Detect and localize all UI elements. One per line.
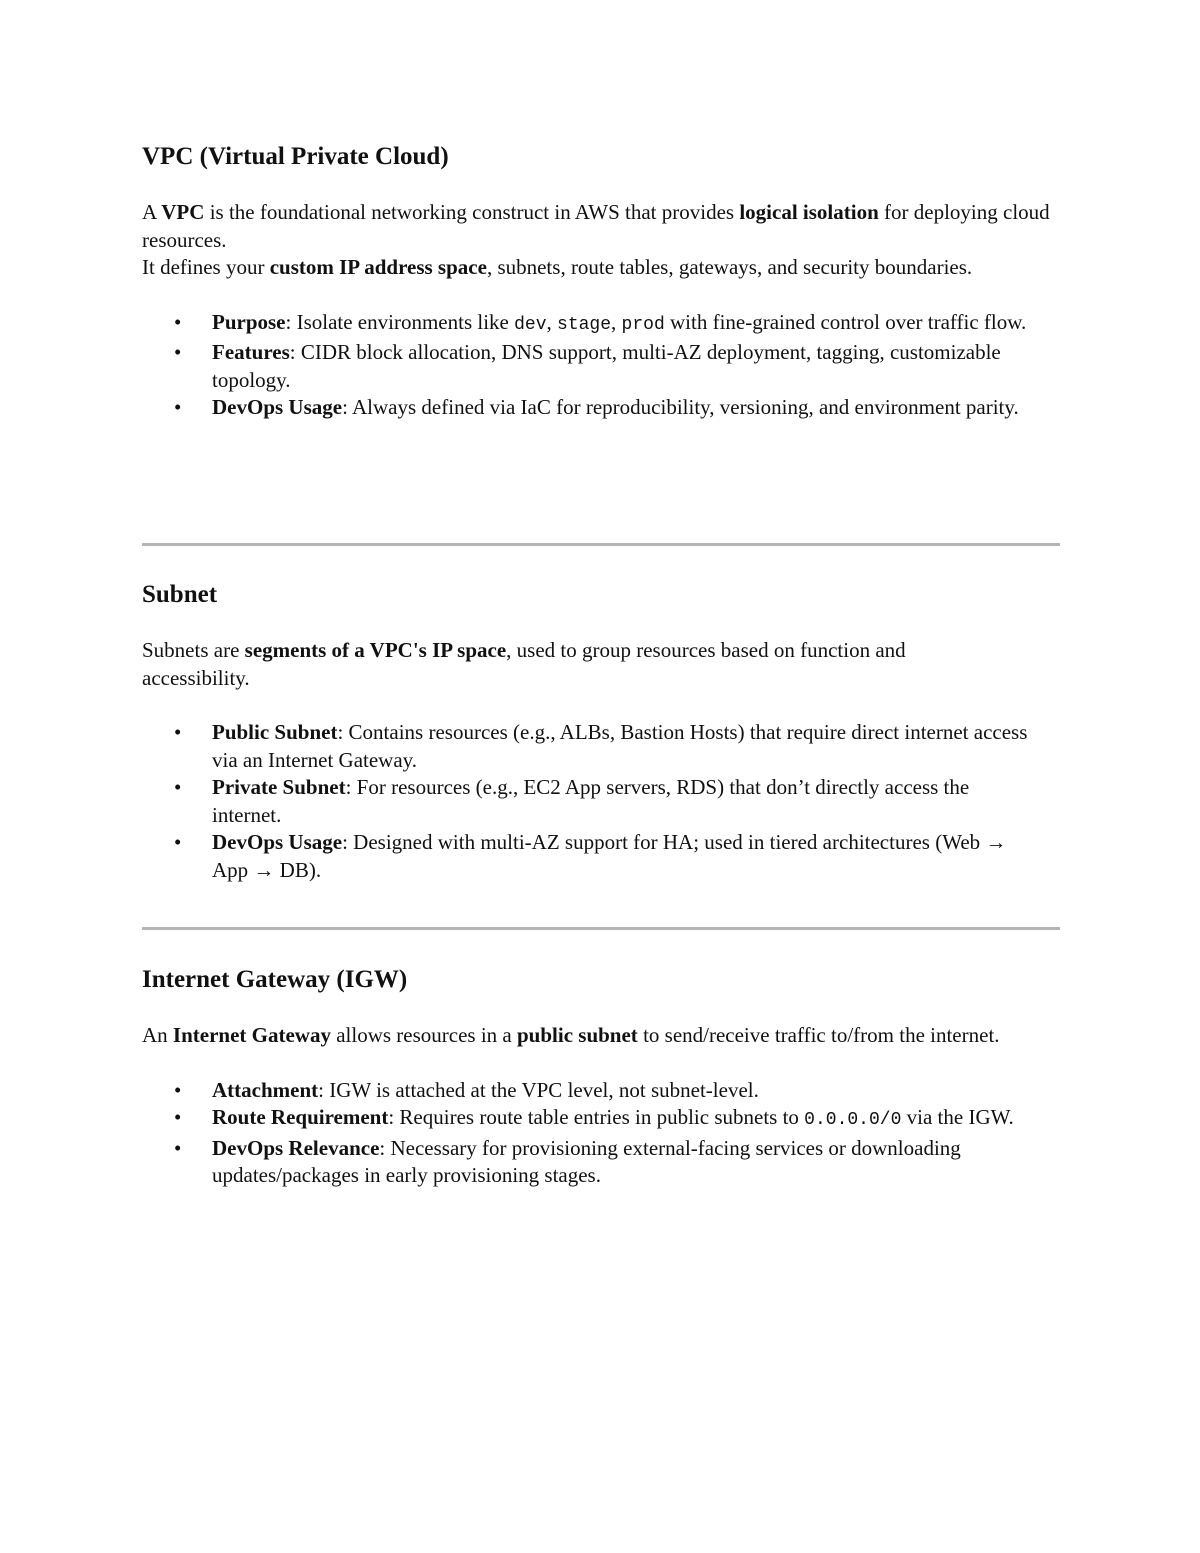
text-run: An — [142, 1023, 173, 1047]
list-item-text — [212, 310, 1026, 334]
text-run: : Designed with multi-AZ support for HA; used in tiered architectures (Web → App → DB). — [212, 830, 1007, 882]
bold-term: Route Requirement — [212, 1105, 389, 1129]
text-run: : Contains resources (e.g., ALBs, Bastion Hosts) that require direct internet access via an Internet Gateway. — [212, 720, 1028, 772]
text-run: : Requires route table entries in public subnets to — [388, 1105, 805, 1129]
text-run: : Necessary for provisioning external-facing services or downloading updates/packages in early provisioning stages. — [212, 1135, 961, 1187]
list-item — [142, 1077, 1060, 1105]
inline-code: dev — [514, 314, 547, 335]
section-vpc — [142, 142, 1060, 422]
text-run: It defines your — [142, 255, 270, 279]
section-intro — [142, 199, 1060, 254]
text-run: with fine-grained control over traffic flow. — [664, 309, 1027, 334]
text-run: : For resources (e.g., EC2 App servers, RDS) that don’t directly access the internet. — [212, 775, 970, 827]
inline-code: stage — [557, 314, 612, 335]
list-item — [142, 394, 1060, 422]
list-item — [142, 1104, 1060, 1135]
bold-term: DevOps Usage — [212, 830, 343, 854]
list-item-text — [212, 775, 969, 827]
inline-code: 0.0.0.0/0 — [804, 1110, 902, 1130]
text-run: for deploying cloud resources. — [142, 200, 1050, 252]
list-item-text — [212, 720, 1027, 772]
text-run: : IGW is attached at the VPC level, not subnet-level. — [318, 1077, 759, 1102]
section-title: VPC (Virtual Private Cloud) — [142, 143, 449, 170]
section-divider — [142, 927, 1060, 930]
bold-term: logical isolation — [739, 200, 879, 224]
bullet-list — [142, 719, 1042, 884]
section-title: Internet Gateway (IGW) — [142, 966, 408, 993]
section-internet-gateway — [142, 965, 1060, 1190]
list-item-text — [212, 340, 1001, 392]
list-item-text — [212, 1078, 759, 1102]
bullet-marker: • — [174, 830, 182, 854]
bullet-list — [142, 309, 1060, 422]
text-run: Subnets are — [142, 638, 245, 662]
list-item — [142, 1135, 1060, 1190]
bold-term: Private Subnet — [212, 775, 346, 799]
text-run: : Always defined via IaC for reproducibility, versioning, and environment parity. — [342, 395, 1019, 419]
bullet-list — [142, 1077, 1060, 1190]
text-run: , used to group resources based on function and accessibility. — [142, 638, 906, 690]
section-divider — [142, 543, 1060, 546]
bullet-marker: • — [174, 309, 182, 334]
bullet-marker: • — [174, 395, 182, 419]
bold-term: Public Subnet — [212, 720, 338, 744]
list-item — [142, 719, 1042, 774]
text-run: , subnets, route tables, gateways, and security boundaries. — [486, 255, 973, 279]
bullet-marker: • — [174, 775, 182, 799]
section-subnet — [142, 580, 1060, 884]
bullet-marker: • — [174, 340, 182, 364]
bold-term: Purpose — [212, 309, 286, 334]
bullet-marker: • — [174, 1077, 182, 1102]
bold-term: segments of a VPC's IP space — [244, 638, 507, 662]
list-item-text — [212, 395, 1019, 419]
list-item-text — [212, 1136, 961, 1188]
bold-term: public subnet — [517, 1023, 638, 1047]
list-item — [142, 829, 1042, 884]
section-intro — [142, 637, 1012, 692]
bold-term: Internet Gateway — [172, 1023, 331, 1047]
bold-term: VPC — [161, 200, 205, 224]
text-run: allows resources in a — [330, 1023, 517, 1047]
text-run: A — [142, 200, 162, 224]
text-run: to send/receive traffic to/from the internet. — [637, 1023, 1000, 1047]
bullet-marker: • — [174, 1135, 182, 1160]
bold-term: custom IP address space — [269, 255, 487, 279]
bold-term: Attachment — [212, 1077, 319, 1102]
bold-term: DevOps Relevance — [212, 1135, 380, 1160]
list-item-text — [212, 830, 1006, 882]
text-run: , — [611, 309, 622, 334]
section-title: Subnet — [142, 581, 218, 608]
bullet-marker: • — [174, 1105, 182, 1129]
list-item — [142, 309, 1060, 340]
list-item-text — [212, 1105, 1014, 1129]
section-intro — [142, 1022, 1032, 1050]
bold-term: DevOps Usage — [212, 395, 343, 419]
inline-code: prod — [621, 314, 665, 335]
text-run: : CIDR block allocation, DNS support, multi-AZ deployment, tagging, customizable topology. — [212, 340, 1001, 392]
bullet-marker: • — [174, 720, 182, 744]
section-intro-continued — [142, 254, 992, 282]
list-item — [142, 339, 1060, 394]
text-run: : Isolate environments like — [285, 309, 515, 334]
list-item — [142, 774, 1042, 829]
text-run: via the IGW. — [901, 1105, 1014, 1129]
bold-term: Features — [212, 340, 290, 364]
text-run: , — [546, 309, 558, 334]
text-run: is the foundational networking construct in AWS that provides — [204, 200, 740, 224]
